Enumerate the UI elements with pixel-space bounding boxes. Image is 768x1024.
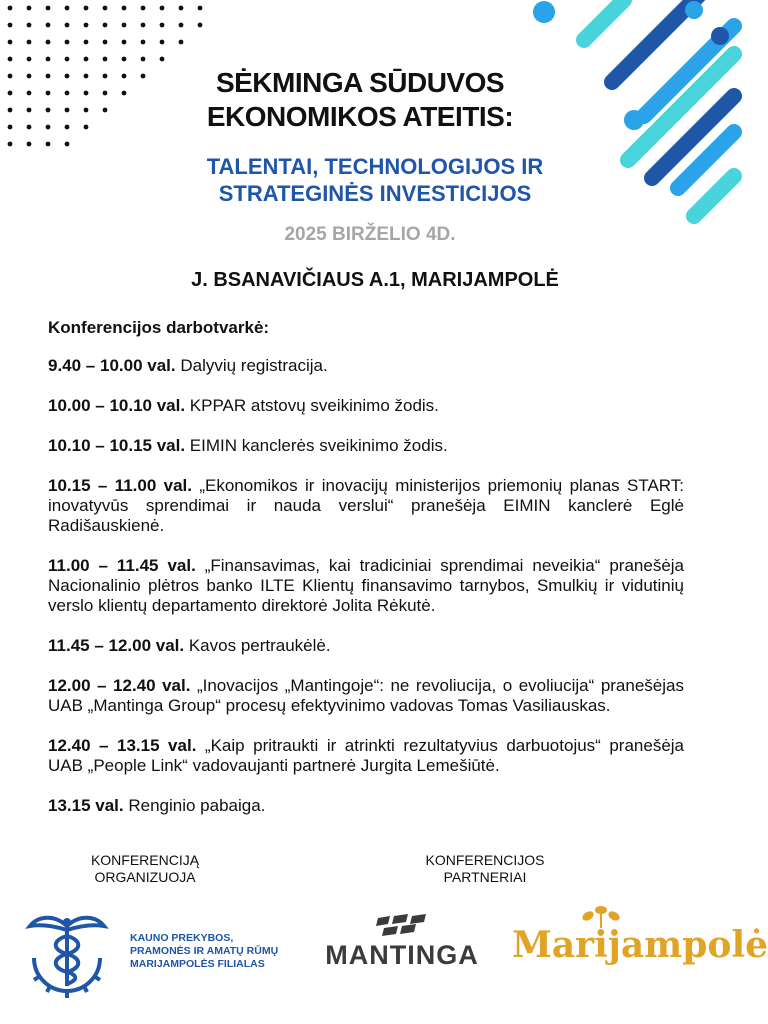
event-date: 2025 BIRŽELIO 4D. <box>284 224 456 245</box>
agenda-item <box>48 356 684 376</box>
agenda <box>48 318 684 836</box>
subtitle-line-1: TALENTAI, TECHNOLOGIJOS IR <box>206 154 544 179</box>
agenda-time: 10.00 – 10.10 val. <box>48 396 186 415</box>
organizer-label-line: ORGANIZUOJA <box>94 869 196 885</box>
agenda-item <box>48 396 684 416</box>
agenda-item <box>48 736 684 776</box>
mantinga-mark-icon <box>374 914 434 938</box>
event-address: J. BSANAVIČIAUS A.1, MARIJAMPOLĖ <box>191 269 559 291</box>
organizer-name <box>130 932 278 971</box>
agenda-text: „Kaip pritraukti ir atrinkti rezultatyvius darbuotojus“ pranešėja UAB „People Link“ vadovaujanti partnerė Jurgita Lemešiūtė. <box>48 736 685 775</box>
agenda-item <box>48 476 684 536</box>
page-title-line-1: SĖKMINGA SŪDUVOS <box>215 67 505 98</box>
agenda-item <box>48 436 684 456</box>
agenda-time: 10.15 – 11.00 val. <box>48 476 192 495</box>
marijampole-logo <box>512 904 768 984</box>
agenda-text: „Finansavimas, kai tradiciniai sprendimai neveikia“ pranešėja Nacionalinio plėtros banko ILTE Klientų finansavimo tarnybos, Smulkių ir vidutinių verslo klientų departamento direktorė Jolita Rėkutė. <box>48 556 684 615</box>
partners-label <box>405 852 565 886</box>
agenda-time: 11.45 – 12.00 val. <box>48 636 185 655</box>
organizer-name-line: KAUNO PREKYBOS, <box>130 932 234 944</box>
agenda-time: 10.10 – 10.15 val. <box>48 436 186 455</box>
agenda-time: 11.00 – 11.45 val. <box>48 556 196 575</box>
agenda-text: EIMIN kanclerės sveikinimo žodis. <box>185 436 448 455</box>
agenda-heading: Konferencijos darbotvarkė: <box>48 318 270 337</box>
agenda-item <box>48 636 684 656</box>
agenda-item <box>48 796 684 816</box>
organizer-label <box>70 852 220 886</box>
organizer-name-line: PRAMONĖS IR AMATŲ RŪMŲ <box>130 945 279 957</box>
partners-label-line: PARTNERIAI <box>443 869 527 885</box>
agenda-time: 13.15 val. <box>48 796 124 815</box>
caduceus-gear-icon <box>24 906 110 998</box>
agenda-time: 12.00 – 12.40 val. <box>48 676 191 695</box>
subtitle-line-2: STRATEGINĖS INVESTICIJOS <box>218 181 532 206</box>
agenda-item <box>48 676 684 716</box>
page-title-line-2: EKONOMIKOS ATEITIS: <box>206 101 514 132</box>
agenda-text: KPPAR atstovų sveikinimo žodis. <box>185 396 439 415</box>
marijampole-wordmark: Marijampolė <box>512 924 768 966</box>
agenda-time: 12.40 – 13.15 val. <box>48 736 197 755</box>
agenda-text: „Ekonomikos ir inovacijų ministerijos priemonių planas START: inovatyvūs sprendimai ir nauda verslui“ pranešėja EIMIN kanclerė Eglė Radišauskienė. <box>48 476 685 535</box>
agenda-text: Kavos pertraukėlė. <box>184 636 331 655</box>
agenda-text: Renginio pabaiga. <box>123 796 266 815</box>
agenda-item <box>48 556 684 616</box>
organizer-label-line: KONFERENCIJĄ <box>90 852 200 868</box>
agenda-text: „Inovacijos „Mantingoje“: ne revoliucija, o evoliucija“ pranešėjas UAB „Mantinga Group“ procesų efektyvinimo vadovas Tomas Vasiliauskas. <box>48 676 684 715</box>
mantinga-logo <box>314 912 490 982</box>
mantinga-wordmark: MANTINGA <box>325 940 479 970</box>
organizer-name-line: MARIJAMPOLĖS FILIALAS <box>130 958 265 970</box>
agenda-time: 9.40 – 10.00 val. <box>48 356 176 375</box>
agenda-text: Dalyvių registracija. <box>175 356 328 375</box>
partners-label-line: KONFERENCIJOS <box>425 852 545 868</box>
